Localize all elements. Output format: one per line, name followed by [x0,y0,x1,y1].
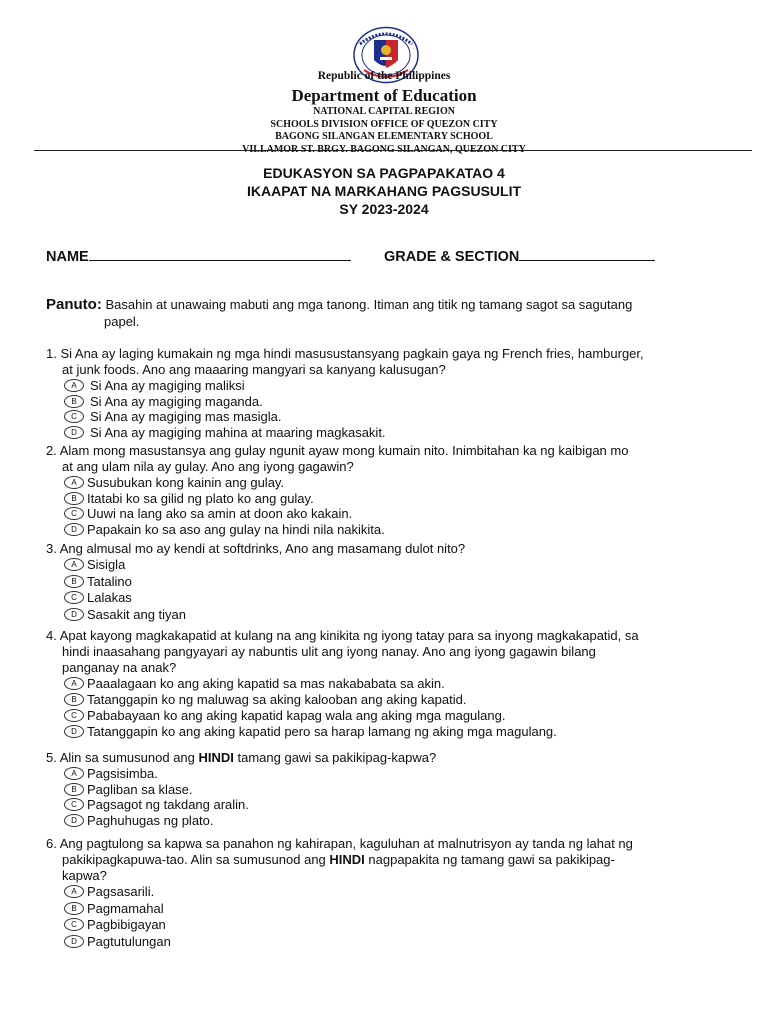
question-stem: 6. Ang pagtulong sa kapwa sa panahon ng kahirapan, kaguluhan at malnutrisyon ay tanda ng lahat ng [46,836,633,851]
question-stem [46,750,746,766]
answer-bubble-d[interactable]: D [64,426,84,439]
option-text: Paghuhugas ng plato. [87,812,214,828]
option-a[interactable] [64,766,746,782]
question-3 [46,541,746,623]
option-c[interactable] [64,506,746,522]
answer-bubble-c[interactable]: C [64,709,84,722]
answer-bubble-b[interactable]: B [64,492,84,505]
option-text: Itatabi ko sa gilid ng plato ko ang gulay. [87,490,314,506]
answer-bubble-b[interactable]: B [64,575,84,588]
stem-text: tamang gawi sa pakikipag-kapwa? [233,750,437,765]
question-stem-cont: kapwa? [62,868,107,883]
question-1 [46,346,746,440]
emphasis-hindi: HINDI [198,750,234,765]
option-b[interactable] [64,491,746,507]
question-stem: 3. Ang almusal mo ay kendi at softdrinks, Ano ang masamang dulot nito? [46,541,466,556]
option-text: Pagsasarili. [87,884,155,899]
question-5 [46,750,746,828]
instructions-text-cont: papel. [104,314,140,329]
option-text: Pagsisimba. [87,766,158,781]
option-text: Pagbibigayan [87,917,166,932]
option-text: Pagliban sa klase. [87,781,193,797]
region-line: NATIONAL CAPITAL REGION [313,106,455,117]
option-text: Si Ana ay magiging mas masigla. [90,409,282,424]
answer-bubble-c[interactable]: C [64,798,84,811]
option-text: Pagsagot ng takdang aralin. [87,797,249,812]
stem-text: pakikipagkapuwa-tao. Alin sa sumusunod ang [62,852,330,867]
answer-bubble-a[interactable]: A [64,885,84,898]
option-d[interactable] [64,425,746,441]
answer-bubble-d[interactable]: D [64,725,84,738]
question-6 [46,836,746,950]
division-line: SCHOOLS DIVISION OFFICE OF QUEZON CITY [270,118,498,130]
option-text: Tatanggapin ko ng maluwag sa aking kalooban ang aking kapatid. [87,692,467,707]
option-c[interactable] [64,797,746,813]
option-b[interactable] [64,901,746,918]
grade-section-blank[interactable] [519,246,655,261]
answer-bubble-b[interactable]: B [64,783,84,796]
option-a[interactable] [64,557,746,574]
answer-bubble-d[interactable]: D [64,814,84,827]
answer-bubble-b[interactable]: B [64,693,84,706]
department-name: Department of Education [291,86,477,105]
option-b[interactable] [64,394,746,410]
question-stem-cont [46,852,746,868]
option-c[interactable] [64,409,746,425]
header-divider [34,150,752,151]
question-stem-cont: at ang ulam nila ay gulay. Ano ang iyong gagawin? [62,459,354,474]
question-stem-cont: at junk foods. Ano ang maaaring mangyari sa kanyang kalusugan? [62,362,446,377]
address-line: VILLAMOR ST. BRGY. BAGONG SILANGAN, QUEZON CITY [242,143,526,155]
instructions-text: Basahin at unawaing mabuti ang mga tanong. Itiman ang titik ng tamang sagot sa sagutang [105,297,633,312]
option-c[interactable] [64,590,746,607]
option-text: Lalakas [87,590,132,605]
answer-bubble-b[interactable]: B [64,902,84,915]
question-4 [46,628,746,740]
option-b[interactable] [64,574,746,591]
option-text: Tatanggapin ko ang aking kapatid pero sa harap lamang ng aking mga magulang. [87,724,557,739]
grade-section-label: GRADE & SECTION [384,249,520,265]
student-info-row [46,246,520,265]
answer-bubble-a[interactable]: A [64,558,84,571]
option-d[interactable] [64,934,746,951]
option-b[interactable] [64,782,746,798]
option-a[interactable] [64,378,746,394]
answer-bubble-a[interactable]: A [64,677,84,690]
name-blank[interactable] [89,246,351,261]
exam-title: IKAAPAT NA MARKAHANG PAGSUSULIT [246,183,522,199]
emphasis-hindi: HINDI [329,852,365,867]
option-text: Tatalino [87,573,132,589]
subject-title: EDUKASYON SA PAGPAPAKATAO 4 [263,165,505,181]
letterhead [0,69,768,156]
option-d[interactable] [64,522,746,538]
answer-bubble-a[interactable]: A [64,476,84,489]
option-d[interactable] [64,724,746,740]
name-label: NAME [46,249,89,265]
answer-bubble-d[interactable]: D [64,523,84,536]
question-stem: 4. Apat kayong magkakapatid at kulang na ang kinikita ng iyong tatay para sa inyong magkakapatid, sa [46,628,639,643]
question-stem: 1. Si Ana ay laging kumakain ng mga hindi masusustansyang pagkain gaya ng French fries, hamburger, [46,346,644,361]
stem-text: 5. Alin sa sumusunod ang [46,750,199,765]
option-text: Si Ana ay magiging maliksi [90,378,245,393]
option-text: Pagmamahal [87,900,164,916]
school-line: BAGONG SILANGAN ELEMENTARY SCHOOL [275,131,493,142]
option-text: Sasakit ang tiyan [87,606,187,622]
option-c[interactable] [64,917,746,934]
option-text: Paaalagaan ko ang aking kapatid sa mas nakababata sa akin. [87,676,445,691]
option-text: Pagtutulungan [87,933,171,949]
instructions-label: Panuto: [46,296,102,313]
answer-bubble-d[interactable]: D [64,935,84,948]
answer-bubble-c[interactable]: C [64,410,84,423]
option-text: Susubukan kong kainin ang gulay. [87,475,285,490]
option-a[interactable] [64,676,746,692]
answer-bubble-a[interactable]: A [64,767,84,780]
option-text: Pababayaan ko ang aking kapatid kapag wala ang aking mga magulang. [87,708,506,723]
instructions [46,296,736,330]
option-d[interactable] [64,607,746,624]
answer-bubble-b[interactable]: B [64,395,84,408]
answer-bubble-d[interactable]: D [64,608,84,621]
question-stem-cont: hindi inaasahang pangyayari ay nabuntis ulit ang iyong nanay. Ano ang iyong gagawin bilang [62,644,596,659]
option-d[interactable] [64,813,746,829]
option-c[interactable] [64,708,746,724]
answer-bubble-c[interactable]: C [64,918,84,931]
answer-bubble-a[interactable]: A [64,379,84,392]
option-text: Si Ana ay magiging maganda. [90,393,263,409]
republic-line: Republic of the Philippines [317,70,451,82]
question-stem: 2. Alam mong masustansya ang gulay ngunit ayaw mong kumain nito. Inimbitahan ka ng kaibigan mo [46,443,629,458]
stem-text: nagpapakita ng tamang gawi sa pakikipag- [364,852,615,867]
option-a[interactable] [64,475,746,491]
school-year: SY 2023-2024 [339,201,429,217]
option-a[interactable] [64,884,746,901]
option-text: Papakain ko sa aso ang gulay na hindi nila nakikita. [87,521,385,537]
exam-titles [0,164,768,218]
option-text: Si Ana ay magiging mahina at maaring magkasakit. [90,424,386,440]
question-stem-cont: panganay na anak? [62,660,177,675]
option-text: Sisigla [87,557,126,572]
answer-bubble-c[interactable]: C [64,507,84,520]
question-2 [46,443,746,537]
option-text: Uuwi na lang ako sa amin at doon ako kakain. [87,506,353,521]
answer-bubble-c[interactable]: C [64,591,84,604]
option-b[interactable] [64,692,746,708]
